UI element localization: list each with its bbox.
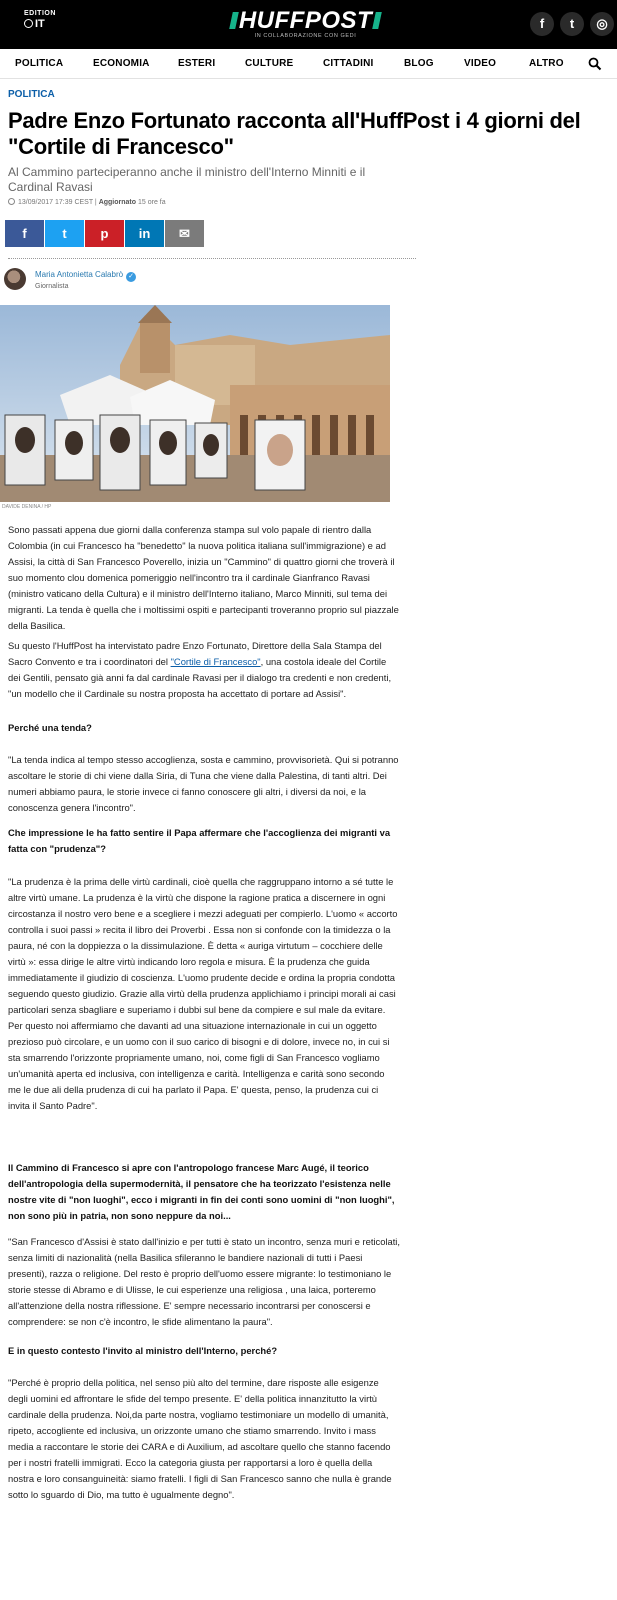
paragraph: "San Francesco d'Assisi è stato dall'inizio e per tutti è stato un incontro, senza muri e reticolati, senza limiti di nazionalità (nella Basilica sfileranno le bandiere nazionali di tutti i Paesi presenti), razza o religione. Del resto è proprio dell'uomo essere migrante: lo testimoniano le storie stesse di Abramo e di Ulisse, le cui esperienze una religiosa , una laica, porteremo all'attenzione della nostra riflessione. E' sempre necessario incontrarsi per conoscersi e comprendere: se non c'è incontro, le sfide alimentano la paura". bbox=[8, 1236, 400, 1327]
facebook-icon: f bbox=[22, 226, 27, 241]
main-nav bbox=[0, 49, 617, 79]
paragraph: Su questo l'HuffPost ha intervistato padre Enzo Fortunato, Direttore della Sala Stampa del Sacro Convento e tra i coordinatori del "Cortile di Francesco", una costola ideale del Cortile dei Gentili, pensato già anni fa dal cardinale Ravasi per il dialogo tra credenti e non credenti, "un modello che il Cardinale su nostra proposta ha accettato di portare ad Assisi". bbox=[8, 640, 392, 699]
interview-question: Che impressione le ha fatto sentire il Papa affermare che l'accoglienza dei migranti va fatta con "prudenza"? bbox=[8, 827, 391, 854]
share-linkedin-button[interactable] bbox=[125, 220, 164, 247]
article-subtitle: Al Cammino parteciperanno anche il ministro dell'Interno Minniti e il Cardinal Ravasi bbox=[8, 165, 366, 194]
share-twitter-button[interactable] bbox=[45, 220, 84, 247]
twitter-icon[interactable]: t bbox=[560, 12, 584, 36]
nav-item-blog[interactable]: BLOG bbox=[404, 58, 434, 69]
updated-label: Aggiornato bbox=[98, 199, 137, 206]
edition-value: IT bbox=[35, 18, 45, 30]
top-bar bbox=[0, 0, 617, 49]
nav-item-esteri[interactable]: ESTERI bbox=[178, 58, 216, 69]
share-facebook-button[interactable] bbox=[5, 220, 44, 247]
share-email-button[interactable] bbox=[165, 220, 204, 247]
publish-date: 13/09/2017 17:39 CEST bbox=[18, 199, 93, 206]
author-name[interactable]: Maria Antonietta Calabrò bbox=[35, 270, 124, 279]
share-pinterest-button[interactable] bbox=[85, 220, 124, 247]
divider bbox=[8, 258, 416, 259]
author-role: Giornalista bbox=[35, 283, 69, 290]
interview-question: E in questo contesto l'invito al ministro dell'Interno, perché? bbox=[8, 1345, 278, 1356]
logo-subtitle: IN COLLABORAZIONE CON GEDI bbox=[254, 33, 357, 39]
edition-selector[interactable] bbox=[24, 10, 56, 30]
clock-icon bbox=[8, 198, 15, 205]
nav-item-cittadini[interactable]: CITTADINI bbox=[323, 58, 374, 69]
linkedin-icon: in bbox=[138, 226, 151, 241]
email-icon: ✉ bbox=[179, 226, 190, 241]
huffpost-logo[interactable] bbox=[228, 9, 383, 39]
article-title: Padre Enzo Fortunato racconta all'HuffPost i 4 giorni del "Cortile di Francesco" bbox=[8, 108, 581, 159]
hero-image bbox=[0, 305, 390, 502]
author-avatar[interactable] bbox=[4, 268, 26, 290]
paragraph: Sono passati appena due giorni dalla conferenza stampa sul volo papale di rientro dalla Colombia (in cui Francesco ha "benedetto" la nuova politica italiana sull'immigrazione) e ad Assisi, la città di San Francesco Poverello, inizia un "Cammino" di quattro giorni che troverà il suo momento clou domenica pomeriggio nell'incontro tra il cardinale Gianfranco Ravasi (ministro vaticano della Cultura) e il ministro dell'Interno italiano, Marco Minniti, sul tema dei migranti. La tenda è quella che i moltissimi ospiti e partecipanti troveranno proprio sul piazzale della Basilica. bbox=[8, 524, 399, 631]
paragraph: "Perché è proprio della politica, nel senso più alto del termine, dare risposte alle esigenze degli uomini ed affrontare le sfide del tempo presente. E' della politica innanzitutto la virtù cardinale della prudenza. Noi,da parte nostra, vogliamo testimoniare un modello di umanità, ripeto, accogliente ed inclusiva, un orizzonte umano che stiamo smarrendo. Invito i mass media a raccontare le storie dei CARA e di Auxilium, ad ascoltare quello che stanno facendo per i nostri fratelli immigrati. Ecco la categoria giusta per rapportarsi a loro è quella della nostra e loro consanguineità: siamo fratelli. I figli di San Francesco sanno che nulla è grande sotto lo sguardo di Dio, ma tutto è ugualmente degno". bbox=[8, 1377, 392, 1500]
instagram-icon[interactable]: ◎ bbox=[590, 12, 614, 36]
pinterest-icon: p bbox=[100, 226, 109, 241]
interview-question: Perché una tenda? bbox=[8, 722, 92, 733]
section-label[interactable]: POLITICA bbox=[8, 89, 55, 100]
nav-item-altro[interactable]: ALTRO bbox=[529, 58, 564, 69]
search-icon[interactable] bbox=[588, 57, 602, 71]
nav-item-politica[interactable]: POLITICA bbox=[15, 58, 64, 69]
updated-value: 15 ore fa bbox=[137, 199, 166, 206]
verified-icon: ✓ bbox=[126, 272, 136, 282]
nav-item-video[interactable]: VIDEO bbox=[464, 58, 497, 69]
facebook-icon[interactable]: f bbox=[530, 12, 554, 36]
photo-credit: DAVIDE DENINA / HP bbox=[2, 504, 52, 510]
cortile-di-francesco-link[interactable]: "Cortile di Francesco" bbox=[170, 656, 261, 667]
edition-label: EDITION bbox=[24, 10, 56, 17]
nav-item-economia[interactable]: ECONOMIA bbox=[93, 58, 150, 69]
paragraph: "La tenda indica al tempo stesso accoglienza, sosta e cammino, provvisorietà. Qui si potranno ascoltare le storie di chi viene dalla Siria, di Tuna che viene dalla Palestina, di tanti altri. Dei numeri abbiamo paura, le storie invece ci fanno conoscere gli altri, i diversi da noi, e la conoscenza genera l'incontro". bbox=[8, 754, 399, 813]
paragraph: "La prudenza è la prima delle virtù cardinali, cioè quella che raggruppano intorno a sé tutte le altre virtù umane. La prudenza è la virtù che dispone la ragione pratica a discernere in ogni circostanza il nostro vero bene e a scegliere i mezzi adeguati per compierlo. L'uomo « accorto controlla i suoi passi » recita il libro dei Proverbi . Essa non si confonde con la timidezza o la paura, né con la doppiezza o la dissimulazione. È detta « auriga virtutum – cocchiere delle virtù »: essa dirige le altre virtù indicando loro regola e misura. È la prudenza che guida immediatamente il giudizio di coscienza. L'uomo prudente decide e ordina la propria condotta seguendo questo giudizio. Grazie alla virtù della prudenza applichiamo i principi morali ai casi particolari senza sbagliare e superiamo i dubbi sul bene da compiere e sul male da evitare. Per questo noi affermiamo che davanti ad una situazione internazionale in cui un oggetto prezioso può circolare, e un uomo con il suo carico di bisogni e di dolore, invece no, in cui si sta smarrendo l'orizzonte propriamente umano, noi, come figli di San Francesco vogliamo un'umanità aperta ed inclusiva, con intelligenza e carità. Intelligenza e carità sono secondo me le due ali della prudenza di cui ha parlato il Papa. E' questa, penso, la prudenza cui ci invita il Santo Padre". bbox=[8, 876, 398, 1111]
logo-text: HUFFPOST bbox=[238, 7, 373, 34]
twitter-icon: t bbox=[62, 226, 67, 241]
globe-icon bbox=[24, 19, 33, 28]
interview-question: Il Cammino di Francesco si apre con l'antropologo francese Marc Augé, il teorico dell'antropologia della supermodernità, il pensatore che ha teorizzato l'esistenza nelle nostre vite di "non luoghi", ecco i migranti in fin dei conti sono uomini di "non luoghi", non sono più in patria, non sono neppure da noi... bbox=[8, 1162, 395, 1221]
nav-item-culture[interactable]: CULTURE bbox=[245, 58, 294, 69]
article-meta: 13/09/2017 17:39 CEST | Aggiornato 15 ore fa bbox=[8, 198, 166, 206]
